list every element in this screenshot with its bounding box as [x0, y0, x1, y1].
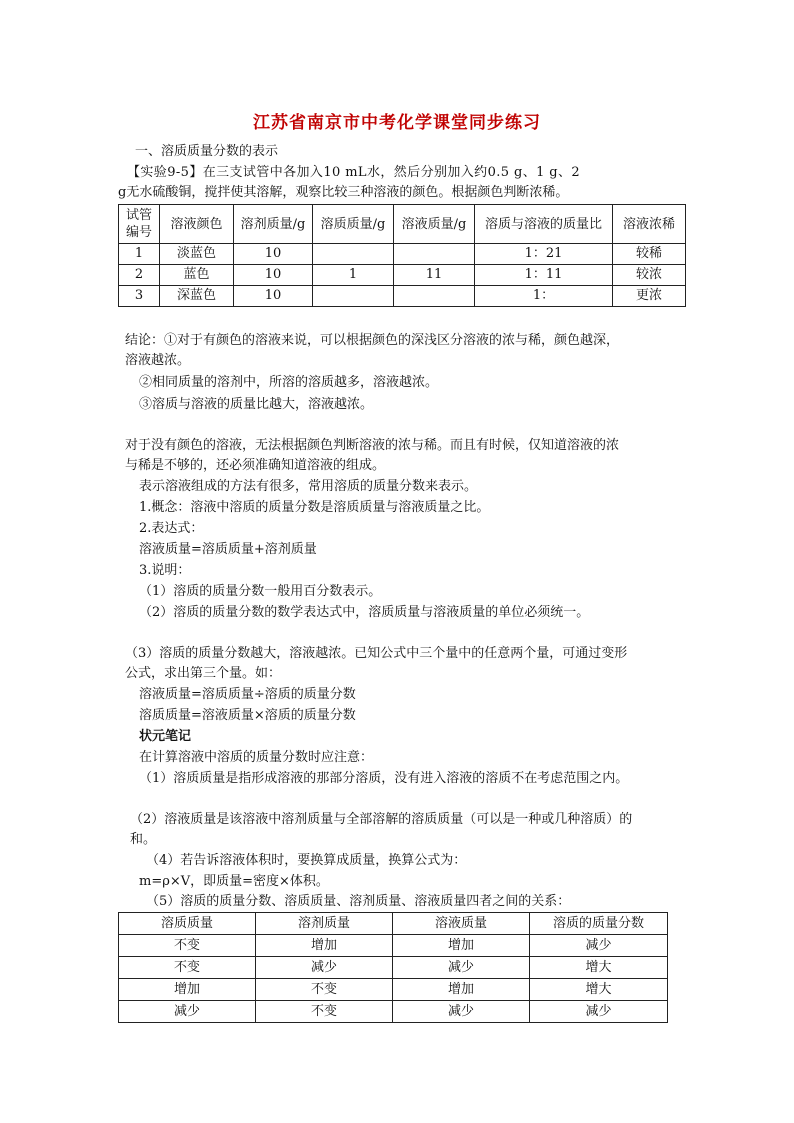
paragraph-line: 2.表达式：	[139, 521, 204, 536]
paragraph-line: （4）若告诉溶液体积时，要换算成质量，换算公式为：	[146, 853, 467, 868]
header-cell: 溶液质量	[393, 913, 530, 935]
table-row	[119, 244, 686, 265]
table-header-row	[119, 205, 686, 244]
table-cell: 减少	[393, 1001, 530, 1023]
conclusion-line-3: ②相同质量的溶剂中，所溶的溶质越多，溶液越浓。	[139, 375, 439, 390]
table-cell: 2	[119, 265, 160, 286]
header-cell: 溶质与溶液的质量比	[475, 205, 613, 244]
table-cell: 10	[234, 244, 313, 265]
paragraph-line: 在计算溶液中溶质的质量分数时应注意：	[139, 750, 374, 765]
table-cell: 1	[119, 244, 160, 265]
paragraph-line: 对于没有颜色的溶液，无法根据颜色判断溶液的浓与稀。而且有时候，仅知道溶液的浓	[125, 438, 620, 453]
table-cell: 减少	[393, 957, 530, 979]
header-cell: 溶剂质量/g	[234, 205, 313, 244]
header-cell: 溶剂质量	[256, 913, 393, 935]
experiment-line-1: 【实验9-5】在三支试管中各加入10 mL水，然后分别加入约0.5 g、1 g、2	[127, 165, 581, 180]
header-cell: 溶质的质量分数	[530, 913, 668, 935]
table-cell: 减少	[119, 1001, 256, 1023]
table-cell: 增大	[530, 979, 668, 1001]
header-cell: 溶液浓稀	[613, 205, 686, 244]
table-cell: 增大	[530, 957, 668, 979]
table-cell: 1：21	[475, 244, 613, 265]
formula-line: 溶液质量=溶质质量+溶剂质量	[139, 542, 317, 557]
conclusion-line-4: ③溶质与溶液的质量比越大，溶液越浓。	[139, 397, 374, 412]
paragraph-line: （1）溶质的质量分数一般用百分数表示。	[139, 584, 382, 599]
table-cell: 更浓	[613, 286, 686, 307]
paragraph-line: （1）溶质质量是指形成溶液的那部分溶质，没有进入溶液的溶质不在考虑范围之内。	[139, 771, 629, 786]
table-row	[119, 979, 668, 1001]
conclusion-line-1: 结论：①对于有颜色的溶液来说，可以根据颜色的深浅区分溶液的浓与稀，颜色越深，	[125, 333, 620, 348]
table-cell	[313, 244, 394, 265]
table-cell: 10	[234, 265, 313, 286]
paragraph-line: （5）溶质的质量分数、溶质质量、溶剂质量、溶液质量四者之间的关系：	[146, 894, 571, 909]
table-cell: 增加	[256, 935, 393, 957]
table-cell: 1：	[475, 286, 613, 307]
table-row	[119, 265, 686, 286]
experiment-line-2: g无水硫酸铜，搅拌使其溶解，观察比较三种溶液的颜色。根据颜色判断浓稀。	[118, 185, 569, 200]
page-title: 江苏省南京市中考化学课堂同步练习	[253, 113, 541, 133]
table-row	[119, 957, 668, 979]
table-cell: 减少	[530, 935, 668, 957]
paragraph-line: 和。	[130, 832, 157, 847]
paragraph-line: 公式，求出第三个量。如：	[125, 666, 282, 681]
paragraph-line: （2）溶液质量是该溶液中溶剂质量与全部溶解的溶质质量（可以是一种或几种溶质）的	[130, 812, 633, 827]
table-cell: 增加	[393, 935, 530, 957]
table-row	[119, 1001, 668, 1023]
table-cell	[394, 286, 475, 307]
table-cell: 不变	[119, 935, 256, 957]
header-cell: 溶质质量/g	[313, 205, 394, 244]
conclusion-line-2: 溶液越浓。	[125, 353, 191, 368]
paragraph-line: 1.概念：溶液中溶质的质量分数是溶质质量与溶液质量之比。	[139, 500, 490, 515]
paragraph-line: 3.说明：	[139, 563, 191, 578]
table-cell: 1	[313, 265, 394, 286]
table-row	[119, 935, 668, 957]
table-row	[119, 286, 686, 307]
table-cell	[313, 286, 394, 307]
header-cell: 溶质质量	[119, 913, 256, 935]
experiment-table	[118, 204, 686, 307]
table-cell: 较浓	[613, 265, 686, 286]
note-heading: 状元笔记	[139, 729, 192, 744]
relationship-table	[118, 912, 668, 1023]
paragraph-line: 与稀是不够的，还必须准确知道溶液的组成。	[125, 458, 386, 473]
header-cell: 溶液质量/g	[394, 205, 475, 244]
table-cell: 3	[119, 286, 160, 307]
paragraph-line: （2）溶质的质量分数的数学表达式中，溶质质量与溶液质量的单位必须统一。	[139, 605, 590, 620]
table-cell: 减少	[530, 1001, 668, 1023]
section-heading: 一、溶质质量分数的表示	[135, 144, 279, 159]
paragraph-line: （3）溶质的质量分数越大，溶液越浓。已知公式中三个量中的任意两个量，可通过变形	[125, 646, 628, 661]
table-cell: 较稀	[613, 244, 686, 265]
table-cell: 蓝色	[160, 265, 234, 286]
header-cell: 试管 编号	[119, 205, 160, 244]
table-cell: 增加	[119, 979, 256, 1001]
table-cell: 10	[234, 286, 313, 307]
table-cell	[394, 244, 475, 265]
table-cell: 减少	[256, 957, 393, 979]
table-cell: 不变	[256, 1001, 393, 1023]
table-cell: 1：11	[475, 265, 613, 286]
table-cell: 淡蓝色	[160, 244, 234, 265]
table-cell: 深蓝色	[160, 286, 234, 307]
formula-line: 溶液质量=溶质质量÷溶质的质量分数	[139, 687, 356, 702]
table-cell: 不变	[119, 957, 256, 979]
table-cell: 增加	[393, 979, 530, 1001]
table-header-row	[119, 913, 668, 935]
formula-line: 溶质质量=溶液质量×溶质的质量分数	[139, 708, 356, 723]
table-cell: 11	[394, 265, 475, 286]
paragraph-line: 表示溶液组成的方法有很多，常用溶质的质量分数来表示。	[139, 479, 478, 494]
table-cell: 不变	[256, 979, 393, 1001]
header-cell: 溶液颜色	[160, 205, 234, 244]
formula-line: m=ρ×V，即质量=密度×体积。	[139, 874, 329, 889]
